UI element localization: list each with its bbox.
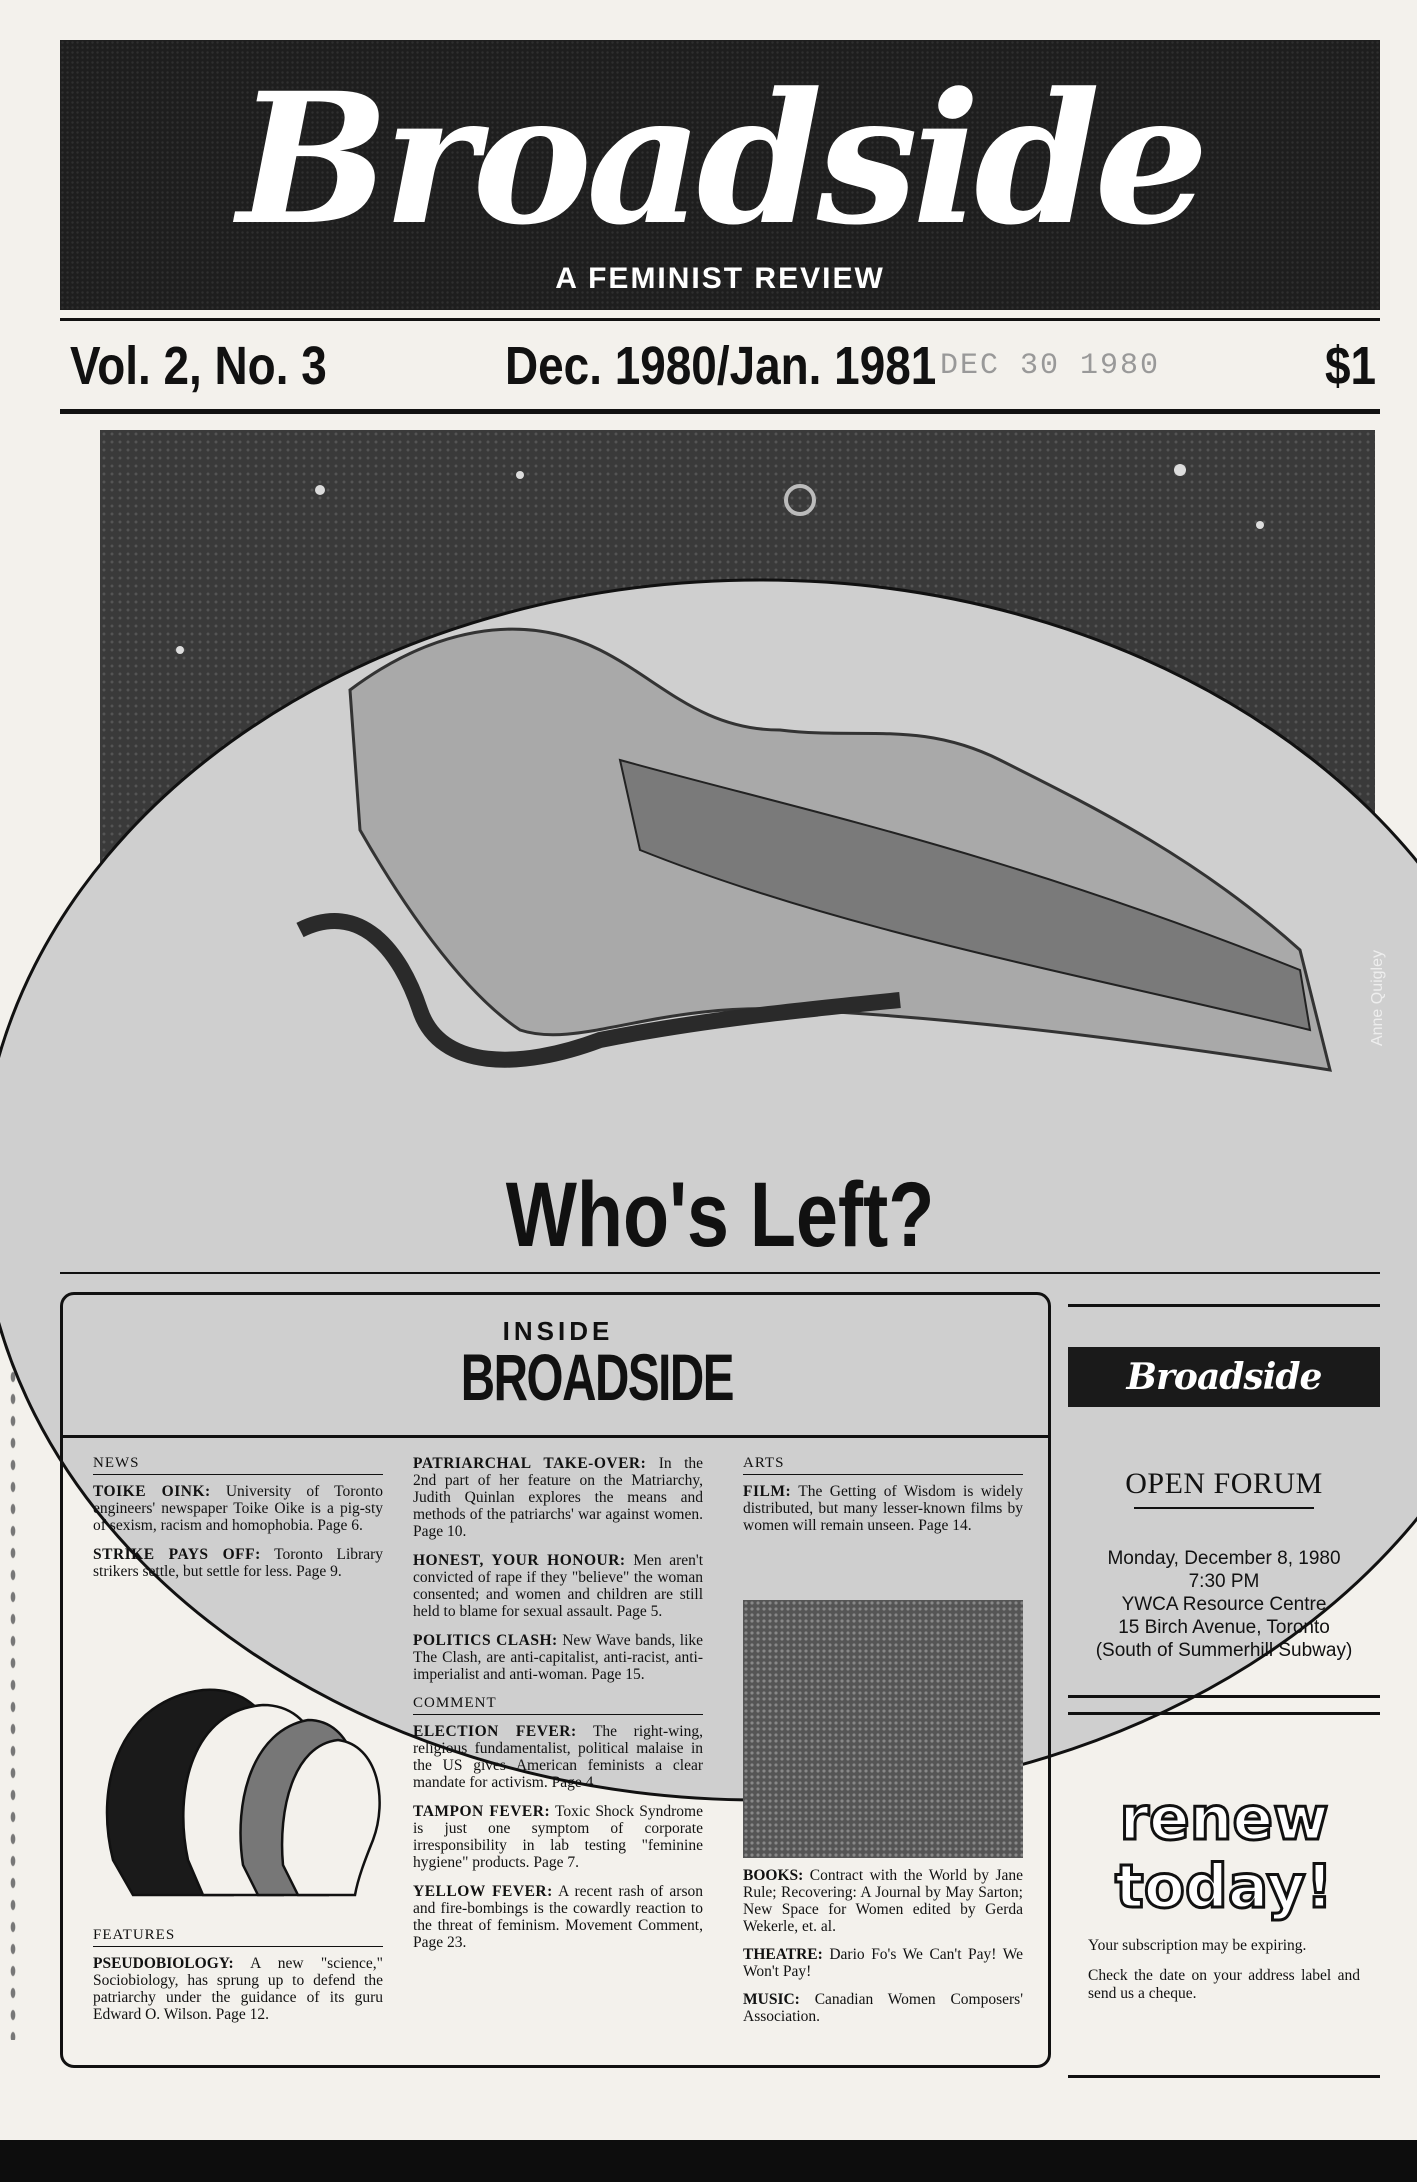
features-item-title: PSEUDOBIOLOGY: [93, 1955, 234, 1972]
star-icon [315, 485, 325, 495]
issue-date: Dec. 1980/Jan. 1981 [505, 336, 937, 396]
news-section-title: NEWS [93, 1455, 383, 1475]
comment-item [413, 1883, 703, 1951]
middle-item [413, 1632, 703, 1683]
masthead-tagline: A FEMINIST REVIEW [555, 262, 885, 295]
news-item-text: University of Toronto engineers' newspaper Toike Oike is a pig-sty of sexism, racism and homophobia. Page 6. [93, 1483, 384, 1534]
news-item-text: Toronto Library strikers settle, but settle for less. Page 9. [93, 1546, 383, 1580]
middle-item-title: HONEST, YOUR HONOUR: [413, 1552, 626, 1569]
forum-venue: YWCA Resource Centre [1121, 1594, 1327, 1615]
features-item [93, 1955, 383, 2023]
arts-photo [743, 1600, 1023, 1858]
renew-text-line1: Your subscription may be expiring. [1088, 1937, 1307, 1954]
cover-illustration [100, 430, 1386, 1155]
star-icon [1256, 521, 1264, 529]
volume-number: Vol. 2, No. 3 [70, 336, 327, 396]
forum-logo-band: Broadside [1068, 1347, 1380, 1407]
comment-item-title: TAMPON FEVER: [413, 1803, 551, 1820]
arts-section-title: ARTS [743, 1455, 1023, 1475]
middle-column [413, 1455, 703, 1963]
masthead [60, 40, 1380, 310]
forum-title-rule [1134, 1507, 1314, 1509]
star-icon [516, 471, 524, 479]
inside-rule [63, 1435, 1048, 1438]
features-item-text: A new "science," Sociobiology, has sprung up to defend the patriarchy under the guidance of its guru Edward O. Wilson. Page 12. [93, 1955, 383, 2023]
scan-bottom-band [0, 2140, 1417, 2182]
forum-directions: (South of Summerhill Subway) [1095, 1640, 1353, 1661]
moon-icon [786, 486, 814, 514]
features-column [93, 1927, 383, 2023]
comment-item-title: YELLOW FEVER: [413, 1883, 553, 1900]
news-item-title: TOIKE OINK: [93, 1483, 211, 1500]
arts-item-title: THEATRE: [743, 1946, 823, 1963]
news-column [93, 1455, 383, 1592]
renew-title-line1: renew [1119, 1784, 1329, 1854]
forum-date: Monday, December 8, 1980 [1107, 1548, 1341, 1569]
arts-item-books [743, 1867, 1023, 1935]
middle-item [413, 1455, 703, 1540]
middle-item-title: PATRIARCHAL TAKE-OVER: [413, 1455, 647, 1472]
headline-rule [60, 1272, 1380, 1274]
comment-item [413, 1803, 703, 1871]
renew-text-line2: Check the date on your address label and send us a cheque. [1088, 1967, 1360, 2002]
issue-price: $1 [1325, 336, 1377, 396]
forum-time: 7:30 PM [1188, 1571, 1260, 1592]
forum-title: OPEN FORUM [1125, 1467, 1323, 1500]
middle-item-text: Men aren't convicted of rape if they "believe" the woman consented; and women and children are still held to blame for sexual assault. Page 5. [413, 1552, 703, 1620]
news-item [93, 1546, 383, 1580]
renew-box [1068, 1712, 1380, 2078]
comment-block [413, 1695, 703, 1951]
cover-headline: Who's Left? [505, 1164, 935, 1266]
forum-info [1068, 1547, 1380, 1662]
star-icon [176, 646, 184, 654]
comment-item-text: The right-wing, religious fundamentalist, political malaise in the US gives American feminists a clear mandate for activism. Page 4. [413, 1723, 703, 1791]
inside-logo-big: BROADSIDE [460, 1340, 733, 1414]
open-forum-box [1068, 1304, 1380, 1698]
news-item [93, 1483, 383, 1534]
comment-item [413, 1723, 703, 1791]
arts-item-text: The Getting of Wisdom is widely distributed, but many lesser-known films by women will remain unseen. Page 14. [743, 1483, 1023, 1534]
renew-text [1088, 1937, 1360, 2015]
comment-item-title: ELECTION FEVER: [413, 1723, 577, 1740]
middle-item [413, 1552, 703, 1620]
star-icon [1174, 464, 1186, 476]
renew-title-line2: today! [1115, 1852, 1333, 1922]
masthead-logo: Broadside [237, 54, 1203, 265]
arts-item-text: Canadian Women Composers' Association. [743, 1991, 1023, 2025]
comment-item-text: A recent rash of arson and fire-bombings is the cowardly reaction to the threat of feminism. Movement Comment, Page 23. [413, 1883, 703, 1951]
middle-item-text: New Wave bands, like The Clash, are anti-capitalist, anti-racist, anti-imperialist and anti-woman. Page 15. [413, 1632, 704, 1683]
inside-logo-small: INSIDE [502, 1316, 614, 1346]
arts-item-text: Dario Fo's We Can't Pay! We Won't Pay! [743, 1946, 1023, 1980]
cover-art [100, 430, 1375, 1155]
arts-item-film [743, 1483, 1023, 1534]
received-stamp: DEC 30 1980 [940, 349, 1161, 383]
arts-item-music [743, 1991, 1023, 2025]
arts-item-title: FILM: [743, 1483, 792, 1500]
middle-item-text: In the 2nd part of her feature on the Matriarchy, Judith Quinlan explores the means and methods of the patriarchs' war against women. Page 10. [413, 1455, 703, 1540]
news-item-title: STRIKE PAYS OFF: [93, 1546, 261, 1563]
arts-item-theatre [743, 1946, 1023, 1980]
dateline [60, 318, 1380, 414]
arts-item-text: Contract with the World by Jane Rule; Recovering: A Journal by May Sarton; New Space for Women edited by Gerda Wekerle, et. al. [743, 1867, 1023, 1935]
illustration-credit: Anne Quigley [1369, 950, 1386, 1047]
middle-item-title: POLITICS CLASH: [413, 1632, 558, 1649]
inside-broadside-box [60, 1292, 1051, 2068]
forum-address: 15 Birch Avenue, Toronto [1118, 1617, 1330, 1638]
features-section-title: FEATURES [93, 1927, 383, 1947]
renew-title [1068, 1785, 1380, 1921]
arts-column [743, 1455, 1023, 1546]
comment-item-text: Toxic Shock Syndrome is just one symptom of corporate irresponsibility in lab testing "feminine hygiene" products. Page 7. [413, 1803, 703, 1871]
comment-section-title: COMMENT [413, 1695, 703, 1715]
faces-illustration [93, 1660, 393, 1900]
arts-item-title: BOOKS: [743, 1867, 804, 1884]
inside-logo [423, 1316, 733, 1414]
arts-item-title: MUSIC: [743, 1991, 800, 2008]
arts-column-lower [743, 1867, 1023, 2036]
